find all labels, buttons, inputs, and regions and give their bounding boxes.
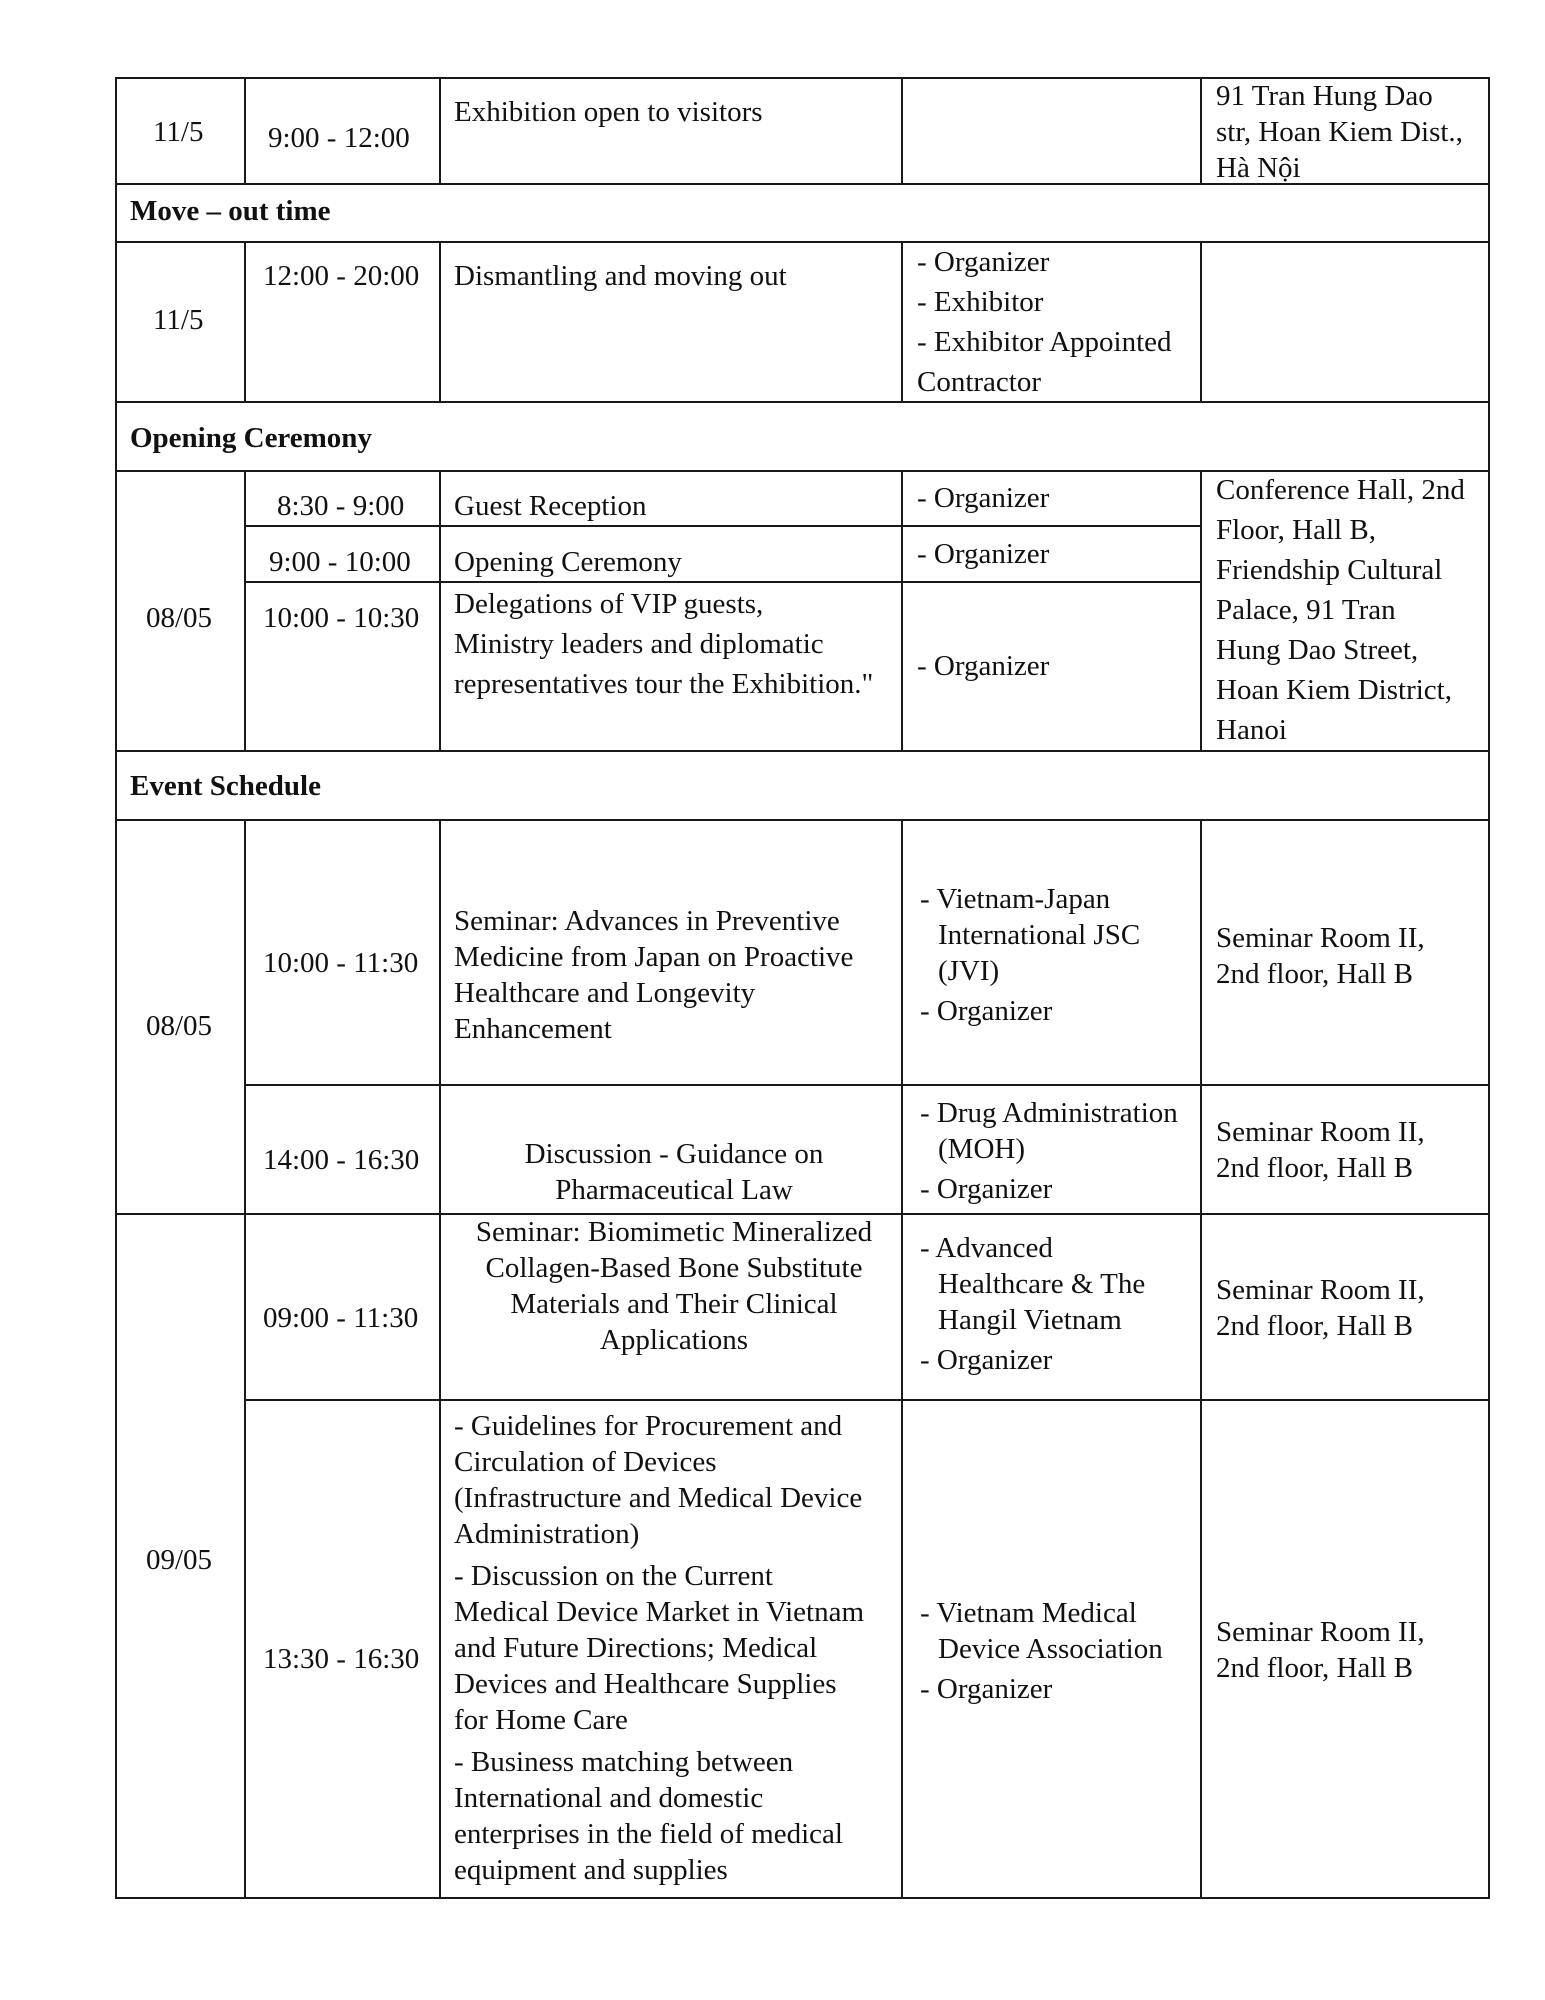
time-cell: 14:00 - 16:30 xyxy=(263,1144,420,1176)
time-cell: 12:00 - 20:00 xyxy=(263,260,420,292)
activity-line: Materials and Their Clinical xyxy=(510,1288,838,1320)
location-line: Seminar Room II, xyxy=(1216,1116,1425,1148)
participants-cell xyxy=(920,1230,1145,1378)
section-header-move-out: Move – out time xyxy=(130,195,331,227)
activity-line: Delegations of VIP guests, xyxy=(454,588,764,620)
participants-cell: - Organizer xyxy=(917,538,1050,570)
time-cell: 9:00 - 12:00 xyxy=(268,122,410,154)
activity-cell xyxy=(454,1136,894,1208)
location-line: str, Hoan Kiem Dist., xyxy=(1216,116,1463,148)
table-col-divider xyxy=(439,470,441,750)
activity-cell xyxy=(454,584,873,704)
location-line: 2nd floor, Hall B xyxy=(1216,1652,1413,1684)
table-rule xyxy=(115,750,1490,752)
table-rule xyxy=(115,401,1490,403)
activity-line: Medicine from Japan on Proactive xyxy=(454,941,854,973)
activity-line: - Guidelines for Procurement and xyxy=(454,1410,843,1442)
section-header-events: Event Schedule xyxy=(130,770,321,802)
time-cell: 9:00 - 10:00 xyxy=(269,546,411,578)
table-col-divider xyxy=(244,470,246,750)
participants-cell xyxy=(920,1595,1163,1707)
location-line: 2nd floor, Hall B xyxy=(1216,1152,1413,1184)
table-col-divider xyxy=(244,241,246,401)
table-rule xyxy=(244,1399,1490,1401)
section-header-opening: Opening Ceremony xyxy=(130,422,372,454)
location-cell xyxy=(1216,1614,1425,1686)
table-col-divider xyxy=(439,77,441,183)
location-line: 2nd floor, Hall B xyxy=(1216,958,1413,990)
activity-line: Enhancement xyxy=(454,1013,612,1045)
participant-line: International JSC xyxy=(938,919,1141,951)
activity-line: Collagen-Based Bone Substitute xyxy=(485,1252,863,1284)
participants-cell: - Organizer xyxy=(917,650,1050,682)
participant-line: (JVI) xyxy=(938,955,1000,987)
activity-line: equipment and supplies xyxy=(454,1854,728,1886)
participants-cell: - Organizer xyxy=(917,482,1050,514)
date-cell: 08/05 xyxy=(146,1010,213,1042)
table-col-divider xyxy=(901,241,903,401)
location-cell xyxy=(1216,1272,1425,1344)
table-border-left xyxy=(115,77,117,1899)
location-line: Hoan Kiem District, xyxy=(1216,674,1452,706)
time-cell: 10:00 - 11:30 xyxy=(263,947,419,979)
activity-cell: Exhibition open to visitors xyxy=(454,96,763,128)
location-cell xyxy=(1216,920,1425,992)
activity-line: Applications xyxy=(599,1324,749,1356)
location-line: 2nd floor, Hall B xyxy=(1216,1310,1413,1342)
location-line: 91 Tran Hung Dao xyxy=(1216,80,1433,112)
table-col-divider xyxy=(244,819,246,1899)
participants-cell xyxy=(917,242,1172,402)
location-cell xyxy=(1216,1114,1425,1186)
date-cell: 11/5 xyxy=(153,116,204,148)
activity-line: Medical Device Market in Vietnam xyxy=(454,1596,865,1628)
location-line: Friendship Cultural xyxy=(1216,554,1443,586)
activity-line: Devices and Healthcare Supplies xyxy=(454,1668,837,1700)
participant-line: Healthcare & The xyxy=(938,1268,1146,1300)
activity-line: Discussion - Guidance on xyxy=(524,1138,824,1170)
participants-cell xyxy=(920,1095,1178,1207)
participant-line: - Exhibitor Appointed xyxy=(917,326,1172,358)
location-line: Seminar Room II, xyxy=(1216,1274,1425,1306)
location-line: Conference Hall, 2nd xyxy=(1216,474,1465,506)
time-cell: 13:30 - 16:30 xyxy=(263,1643,420,1675)
table-col-divider xyxy=(901,819,903,1899)
location-line: Seminar Room II, xyxy=(1216,922,1425,954)
participant-line: - Organizer xyxy=(917,246,1050,278)
activity-line: representatives tour the Exhibition." xyxy=(454,668,874,700)
table-col-divider xyxy=(901,77,903,183)
activity-line: - Business matching between xyxy=(454,1746,794,1778)
activity-cell xyxy=(454,1408,864,1888)
participant-line: - Vietnam Medical xyxy=(920,1597,1137,1629)
activity-line: Administration) xyxy=(454,1518,640,1550)
participant-line: - Organizer xyxy=(920,1344,1053,1376)
time-cell: 09:00 - 11:30 xyxy=(263,1302,419,1334)
table-col-divider xyxy=(1200,241,1202,401)
date-cell: 11/5 xyxy=(153,304,204,336)
table-col-divider xyxy=(439,819,441,1899)
location-line: Palace, 91 Tran xyxy=(1216,594,1396,626)
participant-line: - Exhibitor xyxy=(917,286,1044,318)
location-cell xyxy=(1216,78,1463,186)
activity-cell xyxy=(454,903,853,1047)
activity-cell xyxy=(454,1214,894,1358)
activity-line: enterprises in the field of medical xyxy=(454,1818,843,1850)
table-col-divider xyxy=(244,77,246,183)
location-line: Hanoi xyxy=(1216,714,1287,746)
date-cell: 09/05 xyxy=(146,1544,213,1576)
time-cell: 10:00 - 10:30 xyxy=(263,602,420,634)
activity-line: (Infrastructure and Medical Device xyxy=(454,1482,863,1514)
location-cell xyxy=(1216,470,1465,750)
table-col-divider xyxy=(439,241,441,401)
time-cell: 8:30 - 9:00 xyxy=(277,490,405,522)
table-col-divider xyxy=(1200,77,1202,183)
participants-cell xyxy=(920,881,1140,1029)
participant-line: - Drug Administration xyxy=(920,1097,1178,1129)
location-line: Seminar Room II, xyxy=(1216,1616,1425,1648)
participant-line: - Organizer xyxy=(920,995,1053,1027)
table-rule xyxy=(115,1897,1490,1899)
participant-line: - Advanced xyxy=(920,1232,1053,1264)
table-col-divider xyxy=(1200,819,1202,1899)
activity-cell: Guest Reception xyxy=(454,490,647,522)
participant-line: Contractor xyxy=(917,366,1042,398)
activity-line: Ministry leaders and diplomatic xyxy=(454,628,824,660)
date-cell: 08/05 xyxy=(146,602,213,634)
activity-line: Circulation of Devices xyxy=(454,1446,717,1478)
activity-line: and Future Directions; Medical xyxy=(454,1632,818,1664)
table-rule xyxy=(244,1084,1490,1086)
table-col-divider xyxy=(1200,470,1202,750)
participant-line: - Organizer xyxy=(920,1673,1053,1705)
activity-line: - Discussion on the Current xyxy=(454,1560,773,1592)
location-line: Floor, Hall B, xyxy=(1216,514,1376,546)
activity-line: International and domestic xyxy=(454,1782,764,1814)
activity-line: for Home Care xyxy=(454,1704,628,1736)
participant-line: Device Association xyxy=(938,1633,1163,1665)
location-line: Hung Dao Street, xyxy=(1216,634,1419,666)
activity-line: Pharmaceutical Law xyxy=(555,1174,793,1206)
activity-line: Seminar: Biomimetic Mineralized xyxy=(475,1216,873,1248)
table-col-divider xyxy=(901,470,903,750)
participant-line: (MOH) xyxy=(938,1133,1025,1165)
activity-cell: Opening Ceremony xyxy=(454,546,682,578)
table-rule xyxy=(115,241,1490,243)
activity-cell: Dismantling and moving out xyxy=(454,260,787,292)
activity-line: Healthcare and Longevity xyxy=(454,977,756,1009)
activity-line: Seminar: Advances in Preventive xyxy=(454,905,840,937)
participant-line: - Vietnam-Japan xyxy=(920,883,1111,915)
participant-line: - Organizer xyxy=(920,1173,1053,1205)
location-line: Hà Nội xyxy=(1216,152,1301,184)
table-border-right xyxy=(1488,77,1490,1899)
table-rule xyxy=(115,819,1490,821)
participant-line: Hangil Vietnam xyxy=(938,1304,1122,1336)
